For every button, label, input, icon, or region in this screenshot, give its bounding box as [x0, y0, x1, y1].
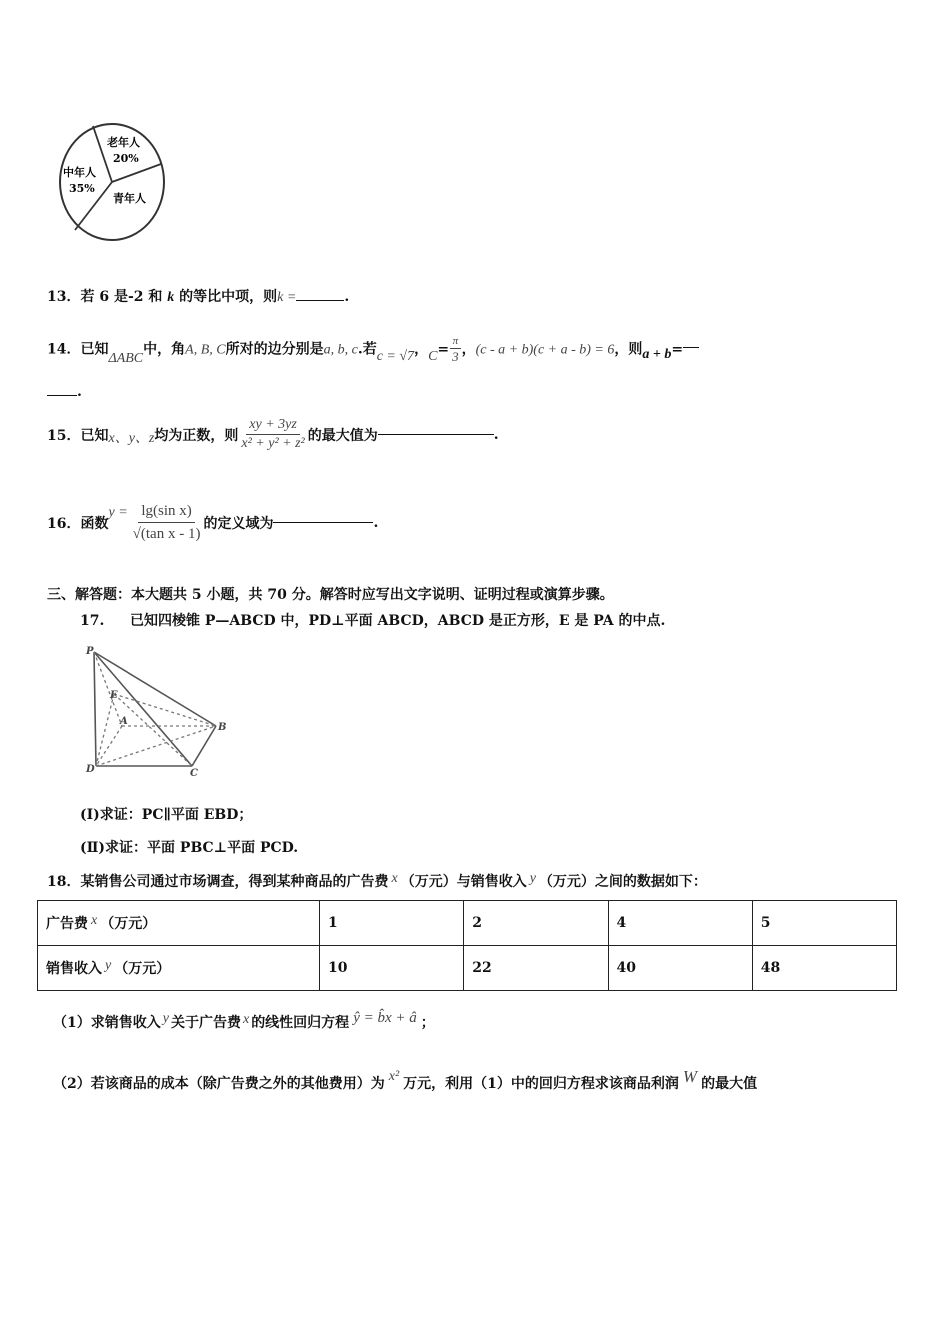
q18-x: x [391, 871, 398, 886]
row2-label: 销售收入 [46, 961, 102, 977]
edge-PD [94, 652, 96, 766]
label-D: D [86, 764, 95, 775]
q13-blank [296, 300, 344, 301]
label-P: P [86, 646, 94, 657]
q13-end: . [344, 289, 350, 305]
q18-p1-x: x [242, 1012, 250, 1027]
q14-blank-b [47, 395, 77, 396]
table-row [38, 901, 897, 946]
q14-triangle: ΔABC [108, 350, 144, 366]
pie-label-young: 青年人 [113, 192, 146, 205]
table-cell: 48 [752, 946, 896, 991]
question-15 [47, 416, 499, 453]
q14-pi-over-3 [449, 334, 462, 365]
q18-p2-x2: x² [388, 1069, 400, 1084]
question-16 [47, 500, 378, 545]
q16-numerator: lg(sin x) [138, 500, 194, 523]
row2-unit: （万元） [114, 961, 171, 977]
q16-end: . [373, 514, 379, 531]
q14-t2: 中，角 [143, 341, 186, 358]
label-A: A [120, 716, 128, 727]
table-cell: 10 [320, 946, 464, 991]
q14-t4: .若 [357, 341, 377, 358]
q14-blank-a [683, 347, 699, 348]
q16-denominator: √(tan x - 1) [132, 526, 201, 542]
q16-t2: 的定义域为 [203, 515, 274, 532]
q18-p2-a: （2）若该商品的成本（除广告费之外的其他费用）为 [53, 1076, 385, 1092]
q14-number: 14． [47, 341, 81, 358]
q13-text-b: 的等比中项，则 [174, 289, 278, 305]
q17-text: 已知四棱锥 P—ABCD 中，PD⊥平面 ABCD，ABCD 是正方形，E 是 PA 的中点. [130, 613, 666, 629]
q14-pi: π [450, 334, 462, 349]
pie-value-middle: 35% [69, 182, 95, 195]
q18-p1-a: （1）求销售收入 [53, 1015, 161, 1031]
q14-t6: = [671, 341, 684, 358]
q14-c-eq: c = √7 [376, 348, 415, 364]
q14-C: C [428, 348, 438, 364]
row1-var: x [91, 913, 98, 928]
edge-CB [192, 726, 216, 766]
q15-t1: 已知 [80, 427, 109, 444]
q18-p2-W: W [682, 1067, 698, 1086]
q18-p1-end: ； [420, 1015, 435, 1031]
q18-part2 [53, 1067, 758, 1093]
q15-numerator: xy + 3yz [246, 416, 300, 435]
q17-number: 17. [80, 613, 105, 629]
edge-AD [96, 726, 122, 766]
question-18 [47, 871, 707, 891]
q16-y-eq: y = [108, 504, 128, 520]
q14-continuation [47, 384, 82, 400]
q18-p1-eq: ŷ = b̂x + â [353, 1010, 417, 1026]
row1-unit: （万元） [100, 916, 157, 932]
q18-part1 [53, 1012, 435, 1032]
q13-expr: k = [277, 290, 297, 305]
q15-number: 15． [47, 427, 81, 444]
label-E: E [110, 690, 118, 701]
pie-label-elderly: 老年人 [107, 136, 140, 149]
q16-fraction [130, 500, 204, 545]
table-cell: 4 [608, 901, 752, 946]
edge-PC [94, 652, 192, 766]
edge-PB [94, 652, 216, 726]
q18-number: 18． [47, 874, 81, 890]
q17-part1: (Ⅰ)求证：PC∥平面 EBD； [80, 807, 253, 823]
q14-comma2: ， [461, 341, 476, 358]
pie-value-elderly: 20% [113, 152, 139, 165]
q16-blank [273, 522, 373, 523]
table-header-cell [38, 946, 320, 991]
q18-p2-b: 万元，利用（1）中的回归方程求该商品利润 [403, 1076, 679, 1092]
table-cell: 40 [608, 946, 752, 991]
q18-t2: （万元）与销售收入 [400, 874, 527, 890]
table-row [38, 946, 897, 991]
q15-blank [378, 434, 494, 435]
question-13 [47, 286, 349, 306]
q18-p1-c: 的线性回归方程 [251, 1015, 350, 1031]
q18-t3: （万元）之间的数据如下： [538, 874, 707, 890]
table-cell: 2 [464, 901, 608, 946]
section-3-heading: 三、解答题：本大题共 5 小题，共 70 分。解答时应写出文字说明、证明过程或演算步骤。 [47, 587, 614, 603]
q15-vars: x、y、z [108, 430, 155, 446]
edge-EB [114, 694, 216, 726]
q18-p1-y: y [162, 1011, 169, 1026]
q14-sides: a, b, c [323, 342, 358, 358]
label-B: B [218, 722, 227, 733]
q15-t3: 的最大值为 [307, 427, 378, 444]
q16-number: 16． [47, 515, 81, 532]
row2-var: y [105, 958, 112, 973]
q18-p1-b: 关于广告费 [170, 1015, 241, 1031]
pie-divider-right [112, 164, 161, 182]
q14-comma1: ， [414, 341, 429, 358]
label-C: C [190, 768, 198, 778]
edge-PA [94, 652, 122, 726]
q15-end: . [493, 426, 499, 443]
pyramid-figure [80, 642, 230, 778]
q14-angles: A, B, C [185, 342, 226, 358]
q14-end: . [77, 384, 82, 400]
q15-denominator: x² + y² + z² [241, 436, 305, 451]
table-cell: 1 [320, 901, 464, 946]
q14-t3: 所对的边分别是 [225, 341, 324, 358]
q18-t1: 某销售公司通过市场调查，得到某种商品的广告费 [80, 874, 389, 890]
q18-p2-c: 的最大值 [701, 1076, 758, 1092]
table-header-cell [38, 901, 320, 946]
pie-chart [55, 118, 171, 246]
q14-three: 3 [452, 349, 459, 364]
edge-ED [96, 694, 114, 766]
q15-fraction [238, 416, 307, 453]
q14-expr: (c - a + b)(c + a - b) = 6 [475, 342, 615, 358]
table-cell: 22 [464, 946, 608, 991]
question-17 [80, 610, 665, 630]
question-14 [47, 334, 699, 365]
q15-t2: 均为正数，则 [154, 427, 239, 444]
pie-label-middle: 中年人 [63, 166, 96, 179]
q16-t1: 函数 [80, 515, 109, 532]
q14-eq: = [437, 341, 450, 358]
q13-k: k [167, 290, 175, 305]
q13-text-a: 若 6 是-2 和 [80, 289, 168, 305]
table-cell: 5 [752, 901, 896, 946]
row1-label: 广告费 [46, 916, 88, 932]
q13-number: 13． [47, 289, 81, 305]
q14-t1: 已知 [80, 341, 109, 358]
q18-y: y [529, 871, 536, 886]
data-table [37, 900, 897, 991]
q14-ab: a + b [642, 346, 672, 362]
q14-t5: ，则 [614, 341, 643, 358]
q17-part2: (Ⅱ)求证：平面 PBC⊥平面 PCD. [80, 840, 299, 856]
